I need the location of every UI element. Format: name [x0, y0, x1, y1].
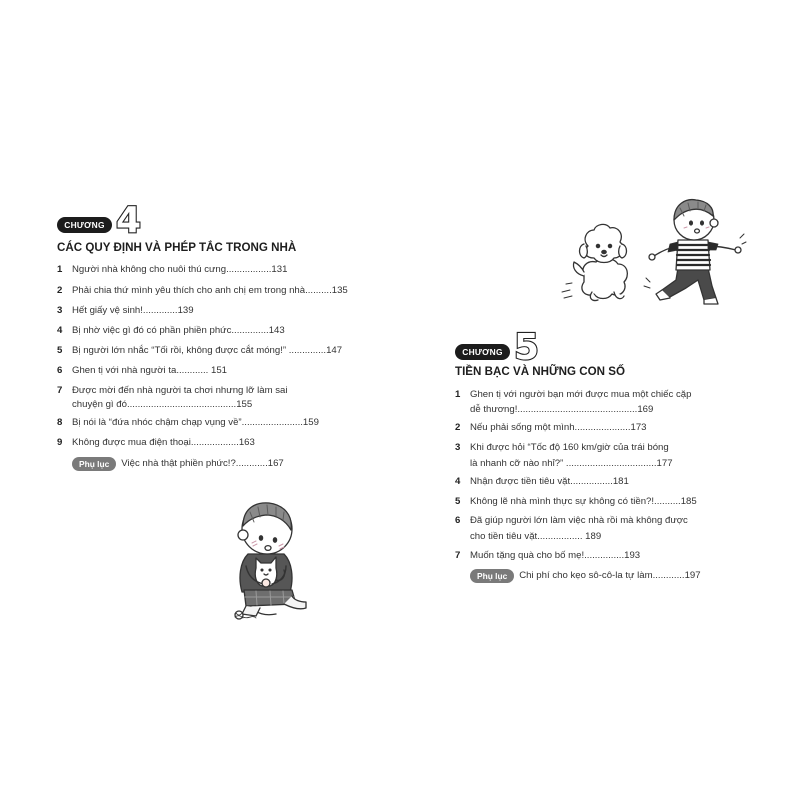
item-number: 5 [57, 345, 63, 356]
item-number: 1 [455, 389, 461, 400]
chapter-title: TIỀN BẠC VÀ NHỮNG CON SỐ [455, 365, 626, 378]
item-text: Đã giúp người lớn làm việc nhà rồi mà không được [470, 515, 688, 526]
item-text-continued: là nhanh cỡ nào nhỉ?” ..................................177 [470, 458, 673, 469]
item-text: Được mời đến nhà người ta chơi nhưng lỡ làm sai [72, 385, 288, 396]
item-text-continued: cho tiền tiêu vặt................. 189 [470, 531, 602, 542]
chapter-number [512, 326, 542, 362]
item-number: 4 [57, 325, 63, 336]
chapter-badge: CHƯƠNG [455, 344, 510, 360]
item-text: Ghen tị với người bạn mới được mua một chiếc cặp [470, 389, 692, 400]
item-number: 9 [57, 437, 63, 448]
item-text: Muốn tặng quà cho bố mẹ!...............193 [470, 550, 641, 561]
item-number: 2 [455, 422, 461, 433]
item-text: Không được mua điện thoại..................163 [72, 437, 255, 448]
child-with-cat-illustration [226, 496, 312, 624]
chapter-5-heading [455, 328, 565, 360]
item-text-continued: dễ thương!.............................................169 [470, 404, 654, 415]
chapter-number [114, 199, 144, 235]
item-number: 4 [455, 476, 461, 487]
item-number: 1 [57, 264, 63, 275]
item-number: 5 [455, 496, 461, 507]
item-text: Bị nhờ việc gì đó có phần phiền phức..............143 [72, 325, 285, 336]
item-text-continued: chuyện gì đó.........................................155 [72, 399, 253, 410]
item-text: Nhận được tiền tiêu vặt................181 [470, 476, 629, 487]
child-and-dog-illustration [558, 194, 748, 308]
appendix-badge: Phụ lục [72, 457, 116, 471]
chapter-5-section [455, 0, 795, 800]
item-text: Nếu phải sống một mình.....................173 [470, 422, 647, 433]
item-number: 7 [455, 550, 461, 561]
appendix-entry [72, 457, 284, 471]
item-number: 8 [57, 417, 63, 428]
chapter-title: CÁC QUY ĐỊNH VÀ PHÉP TẮC TRONG NHÀ [57, 241, 297, 254]
chapter-4-section [57, 0, 397, 800]
svg-text:5: 5 [514, 327, 540, 362]
item-number: 2 [57, 285, 63, 296]
chapter-4-heading [57, 201, 167, 233]
item-number: 6 [455, 515, 461, 526]
item-number: 3 [57, 305, 63, 316]
item-text: Bị nói là “đứa nhóc chậm chạp vụng về”.......................159 [72, 417, 319, 428]
item-number: 7 [57, 385, 63, 396]
item-number: 6 [57, 365, 63, 376]
item-number: 3 [455, 442, 461, 453]
appendix-text: Việc nhà thật phiền phức!?............167 [121, 458, 284, 469]
item-text: Bị người lớn nhắc “Tối rồi, không được cắt móng!” ..............147 [72, 345, 343, 356]
svg-text:4: 4 [116, 200, 142, 235]
appendix-entry [470, 569, 701, 583]
item-text: Phải chia thứ mình yêu thích cho anh chị em trong nhà..........135 [72, 285, 348, 296]
item-text: Không lẽ nhà mình thực sự không có tiền?!..........185 [470, 496, 697, 507]
appendix-badge: Phụ lục [470, 569, 514, 583]
chapter-badge: CHƯƠNG [57, 217, 112, 233]
appendix-text: Chi phí cho kẹo sô-cô-la tự làm............197 [519, 570, 701, 581]
item-text: Người nhà không cho nuôi thú cưng.................131 [72, 264, 288, 275]
item-text: Khi được hỏi “Tốc độ 160 km/giờ của trái bóng [470, 442, 669, 453]
item-text: Ghen tị với nhà người ta............ 151 [72, 365, 227, 376]
item-text: Hết giấy vệ sinh!.............139 [72, 305, 194, 316]
